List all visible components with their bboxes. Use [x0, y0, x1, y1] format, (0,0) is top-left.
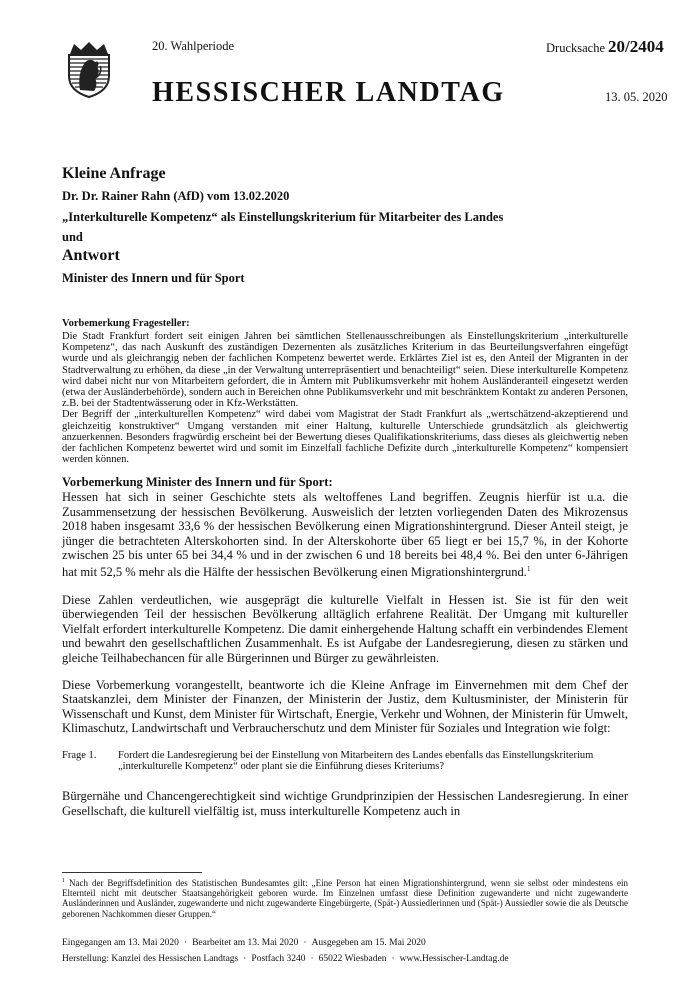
- minister-paragraph-1-text: Hessen hat sich in seiner Geschichte stets als weltoffenes Land begriffen. Zeugnis hierfür ist u.a. die Zusammensetzung der hessischen Bevölkerung. Ausweislich der letzten vorliegenden Daten des Mikrozensus 2018 haben insgesamt 33,6 % der hessischen Bevölkerung einen Migrationshintergrund. Dieser Anteil steigt, je jünger die betrachteten Alterskohorten sind. In der Alterskohorte über 65 liegt er bei 15,7 %, in der Kohorte zwischen 25 bis unter 65 bei 34,4 % und in der zwischen 6 und 18 bereits bei 48,4 %. Bei den unter 6-Jährigen hat mit 52,5 % mehr als die Hälfte der hessischen Bevölkerung einen Migrationshintergrund.: [62, 490, 628, 580]
- footer-bearbeitet: Bearbeitet am 13. Mai 2020: [192, 938, 299, 948]
- minister-paragraph-2: Diese Zahlen verdeutlichen, wie ausgeprägt die kulturelle Vielfalt in Hessen ist. Sie ist für den weit überwiegenden Teil der hessischen Bevölkerung alltäglich erfahrene Realität. Der Umgang mit kultureller Vielfalt erfordert interkulturelle Kompetenz. Die damit einhergehende Haltung schafft ein verbindendes Element und bewahrt den gesellschaftlichen Zusammenhalt. Es ist Aufgabe der Landesregierung, diesen zu stärken und gleiche Teilhabechancen für alle Bürgerinnen und Bürger zu gewährleisten.: [62, 593, 628, 665]
- antwort-title: Antwort: [62, 247, 120, 264]
- footnote-text: Nach der Begriffsdefinition des Statistischen Bundesamtes gilt: „Eine Person hat einen Migrationshintergrund, wenn sie selbst oder mindestens ein Elternteil nicht mit deutscher Staatsangehörigkeit geboren wurde. Im Einzelnen umfasst diese Definition zugewanderte und nicht zugewanderte Ausländerinnen und Ausländer, zugewanderte und nicht zugewanderte Eingebürgerte, (Spät-) Aussiedlerinnen und (Spät-) Aussiedler sowie die als Deutsche geborenen Nachkommen dieser Gruppen.“: [62, 878, 628, 919]
- footer-separator: ·: [243, 954, 247, 964]
- kind-title: Kleine Anfrage: [62, 165, 166, 182]
- fragesteller-paragraph: Der Begriff der „interkulturellen Kompetenz“ wird dabei vom Magistrat der Stadt Frankfurt als „wertschätzend-akzeptierend und gleichzeitig konstruktiver“ Umgang verstanden mit einer Haltung, kulturelle Unterschiede grundsätzlich als gleichwertig anzuerkennen. Besonders fragwürdig erscheint bei der Bewertung dieses Qualifikationskriteriums, dass dieses als gleichwertig neben der fachlichen Kompetenz bewertet wird und somit im Einzelfall fachliche Defizite durch „interkulturelle Kompetenz“ kompensiert werden können.: [62, 409, 628, 466]
- document-heading: [62, 165, 622, 286]
- vorbemerkung-minister-title: Vorbemerkung Minister des Innern und für Sport:: [62, 475, 333, 490]
- wahlperiode: 20. Wahlperiode: [152, 39, 235, 53]
- footer-publisher: [62, 954, 509, 964]
- footnote-divider: [62, 872, 202, 873]
- author-line: Dr. Dr. Rainer Rahn (AfD) vom 13.02.2020: [62, 189, 290, 203]
- footer-separator: ·: [391, 954, 395, 964]
- footer-website-link[interactable]: www.Hessischer-Landtag.de: [399, 954, 509, 964]
- fragesteller-paragraph: Die Stadt Frankfurt fordert seit einigen Jahren bei sämtlichen Stellenausschreibungen als Einstellungskriterium „interkulturelle Kompetenz“, das nach Auskunft des zuständigen Dezernenten als zusätzliches Kriterium in das Beurteilungsverfahren eingefügt wurde und als gleichrangig neben der fachlichen Kompetenz bewertet werde. Erklärtes Ziel ist es, den Anteil der Migranten in der Stadtverwaltung zu erhöhen, da diese „in der Verwaltung unterrepräsentiert und benachteiligt“ seien. Diese interkulturelle Kompetenz wird dabei nicht nur von Mitarbeitern gefordert, die in Ämtern mit Publikumsverkehr mit hohem Ausländeranteil eingesetzt werden (etwa der Ausländerbehörde), sondern auch in Bereichen ohne Publikumsverkehr und mit beschränktem Kontakt zu anderen Personen, z.B. bei der Stadtentwässerung oder in Kfz-Werkstätten.: [62, 331, 628, 410]
- footnote: [62, 876, 628, 919]
- footnote-mark: 1: [62, 878, 65, 884]
- question-1: [62, 750, 628, 773]
- footnote-reference: 1: [526, 565, 531, 574]
- drucksache-label: Drucksache: [546, 41, 605, 55]
- footer-ort: 65022 Wiesbaden: [318, 954, 387, 964]
- footer-separator: ·: [303, 938, 307, 948]
- footer-dates: [62, 938, 426, 948]
- footer-separator: ·: [183, 938, 188, 948]
- footer-eingegangen: Eingegangen am 13. Mai 2020: [62, 938, 179, 948]
- minister-paragraph-3: Diese Vorbemerkung vorangestellt, beantworte ich die Kleine Anfrage im Einvernehmen mit dem Chef der Staatskanzlei, dem Minister der Finanzen, der Ministerin der Justiz, dem Kultusminister, der Ministerin für Wissenschaft und Kunst, dem Minister für Wirtschaft, Energie, Verkehr und Wohnen, der Ministerin für Umwelt, Klimaschutz, Landwirtschaft und Verbraucherschutz und dem Minister für Soziales und Integration wie folgt:: [62, 678, 628, 736]
- answer-1-paragraph: Bürgernähe und Chancengerechtigkeit sind wichtige Grundprinzipien der Hessischen Landesregierung. In einer Gesellschaft, die kulturell vielfältig ist, muss interkulturelle Kompetenz auch in: [62, 789, 628, 818]
- vorbemerkung-fragesteller-title: Vorbemerkung Fragesteller:: [62, 318, 190, 329]
- drucksache-number: 20/2404: [608, 37, 664, 56]
- question-number: Frage 1.: [62, 749, 97, 761]
- hessen-lion-crest-icon: [64, 40, 114, 98]
- footer-separator: ·: [310, 954, 314, 964]
- drucksache: [546, 37, 664, 57]
- question-text: Fordert die Landesregierung bei der Einstellung von Mitarbeitern des Landes ebenfalls das Einstellungskriterium „interkulturelle Kompetenz“ oder plant sie die Einführung dieses Kriteriums?: [118, 749, 594, 772]
- ministry-line: Minister des Innern und für Sport: [62, 271, 245, 285]
- und-line: und: [62, 230, 83, 244]
- page-title: HESSISCHER LANDTAG: [152, 77, 505, 108]
- document-date: 13. 05. 2020: [605, 90, 668, 104]
- document-body: [62, 318, 628, 831]
- footer-postfach: Postfach 3240: [251, 954, 306, 964]
- footer-ausgegeben: Ausgegeben am 15. Mai 2020: [311, 938, 426, 948]
- footer-herstellung: Herstellung: Kanzlei des Hessischen Landtags: [62, 954, 239, 964]
- minister-paragraph-1: [62, 490, 628, 580]
- subject-line: „Interkulturelle Kompetenz“ als Einstellungskriterium für Mitarbeiter des Landes: [62, 210, 504, 224]
